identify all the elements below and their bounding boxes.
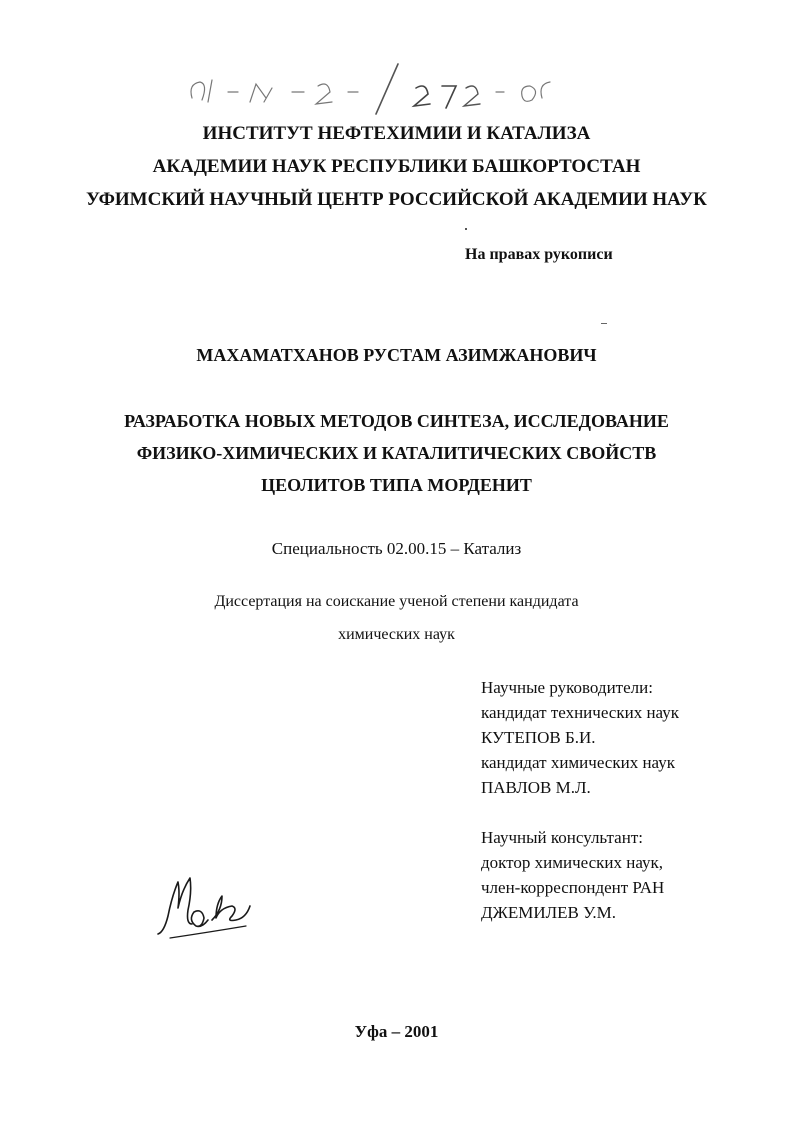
institute-line-1: ИНСТИТУТ НЕФТЕХИМИИ И КАТАЛИЗА (202, 123, 591, 144)
institute-line-3: УФИМСКИЙ НАУЧНЫЙ ЦЕНТР РОССИЙСКОЙ АКАДЕМИИ НАУК (86, 189, 707, 210)
consultant-rank: член-корреспондент РАН (481, 878, 665, 897)
consultant-degree: доктор химических наук, (481, 853, 664, 872)
consultant-name: ДЖЕМИЛЕВ У.М. (481, 903, 616, 922)
author-name: МАХАМАТХАНОВ РУСТАМ АЗИМЖАНОВИЧ (196, 345, 597, 365)
degree-statement (0, 585, 793, 651)
institute-line-2: АКАДЕМИИ НАУК РЕСПУБЛИКИ БАШКОРТОСТАН (152, 156, 641, 177)
consultant-block (481, 825, 664, 925)
stray-dash (601, 323, 607, 324)
degree-line-1: Диссертация на соискание ученой степени кандидата (214, 593, 579, 610)
rights-note: На правах рукописи (465, 246, 613, 263)
title-line-3: ЦЕОЛИТОВ ТИПА МОРДЕНИТ (261, 475, 532, 495)
supervisor-1-degree: кандидат технических наук (481, 703, 679, 722)
supervisors-block (481, 675, 679, 800)
signature (150, 866, 270, 946)
title-line-2: ФИЗИКО-ХИМИЧЕСКИХ И КАТАЛИТИЧЕСКИХ СВОЙСТВ (136, 443, 657, 463)
institute-block (0, 117, 793, 216)
supervisor-1-name: КУТЕПОВ Б.И. (481, 728, 596, 747)
handwritten-archive-number (180, 62, 570, 122)
city-year: Уфа – 2001 (354, 1022, 439, 1041)
supervisor-2-degree: кандидат химических наук (481, 753, 675, 772)
supervisors-heading: Научные руководители: (481, 678, 653, 697)
specialty: Специальность 02.00.15 – Катализ (271, 539, 522, 558)
stray-dot (465, 228, 467, 230)
supervisor-2-name: ПАВЛОВ М.Л. (481, 778, 591, 797)
degree-line-2: химических наук (338, 626, 455, 643)
consultant-heading: Научный консультант: (481, 828, 643, 847)
dissertation-title (0, 405, 793, 501)
title-line-1: РАЗРАБОТКА НОВЫХ МЕТОДОВ СИНТЕЗА, ИССЛЕДОВАНИЕ (124, 411, 669, 431)
